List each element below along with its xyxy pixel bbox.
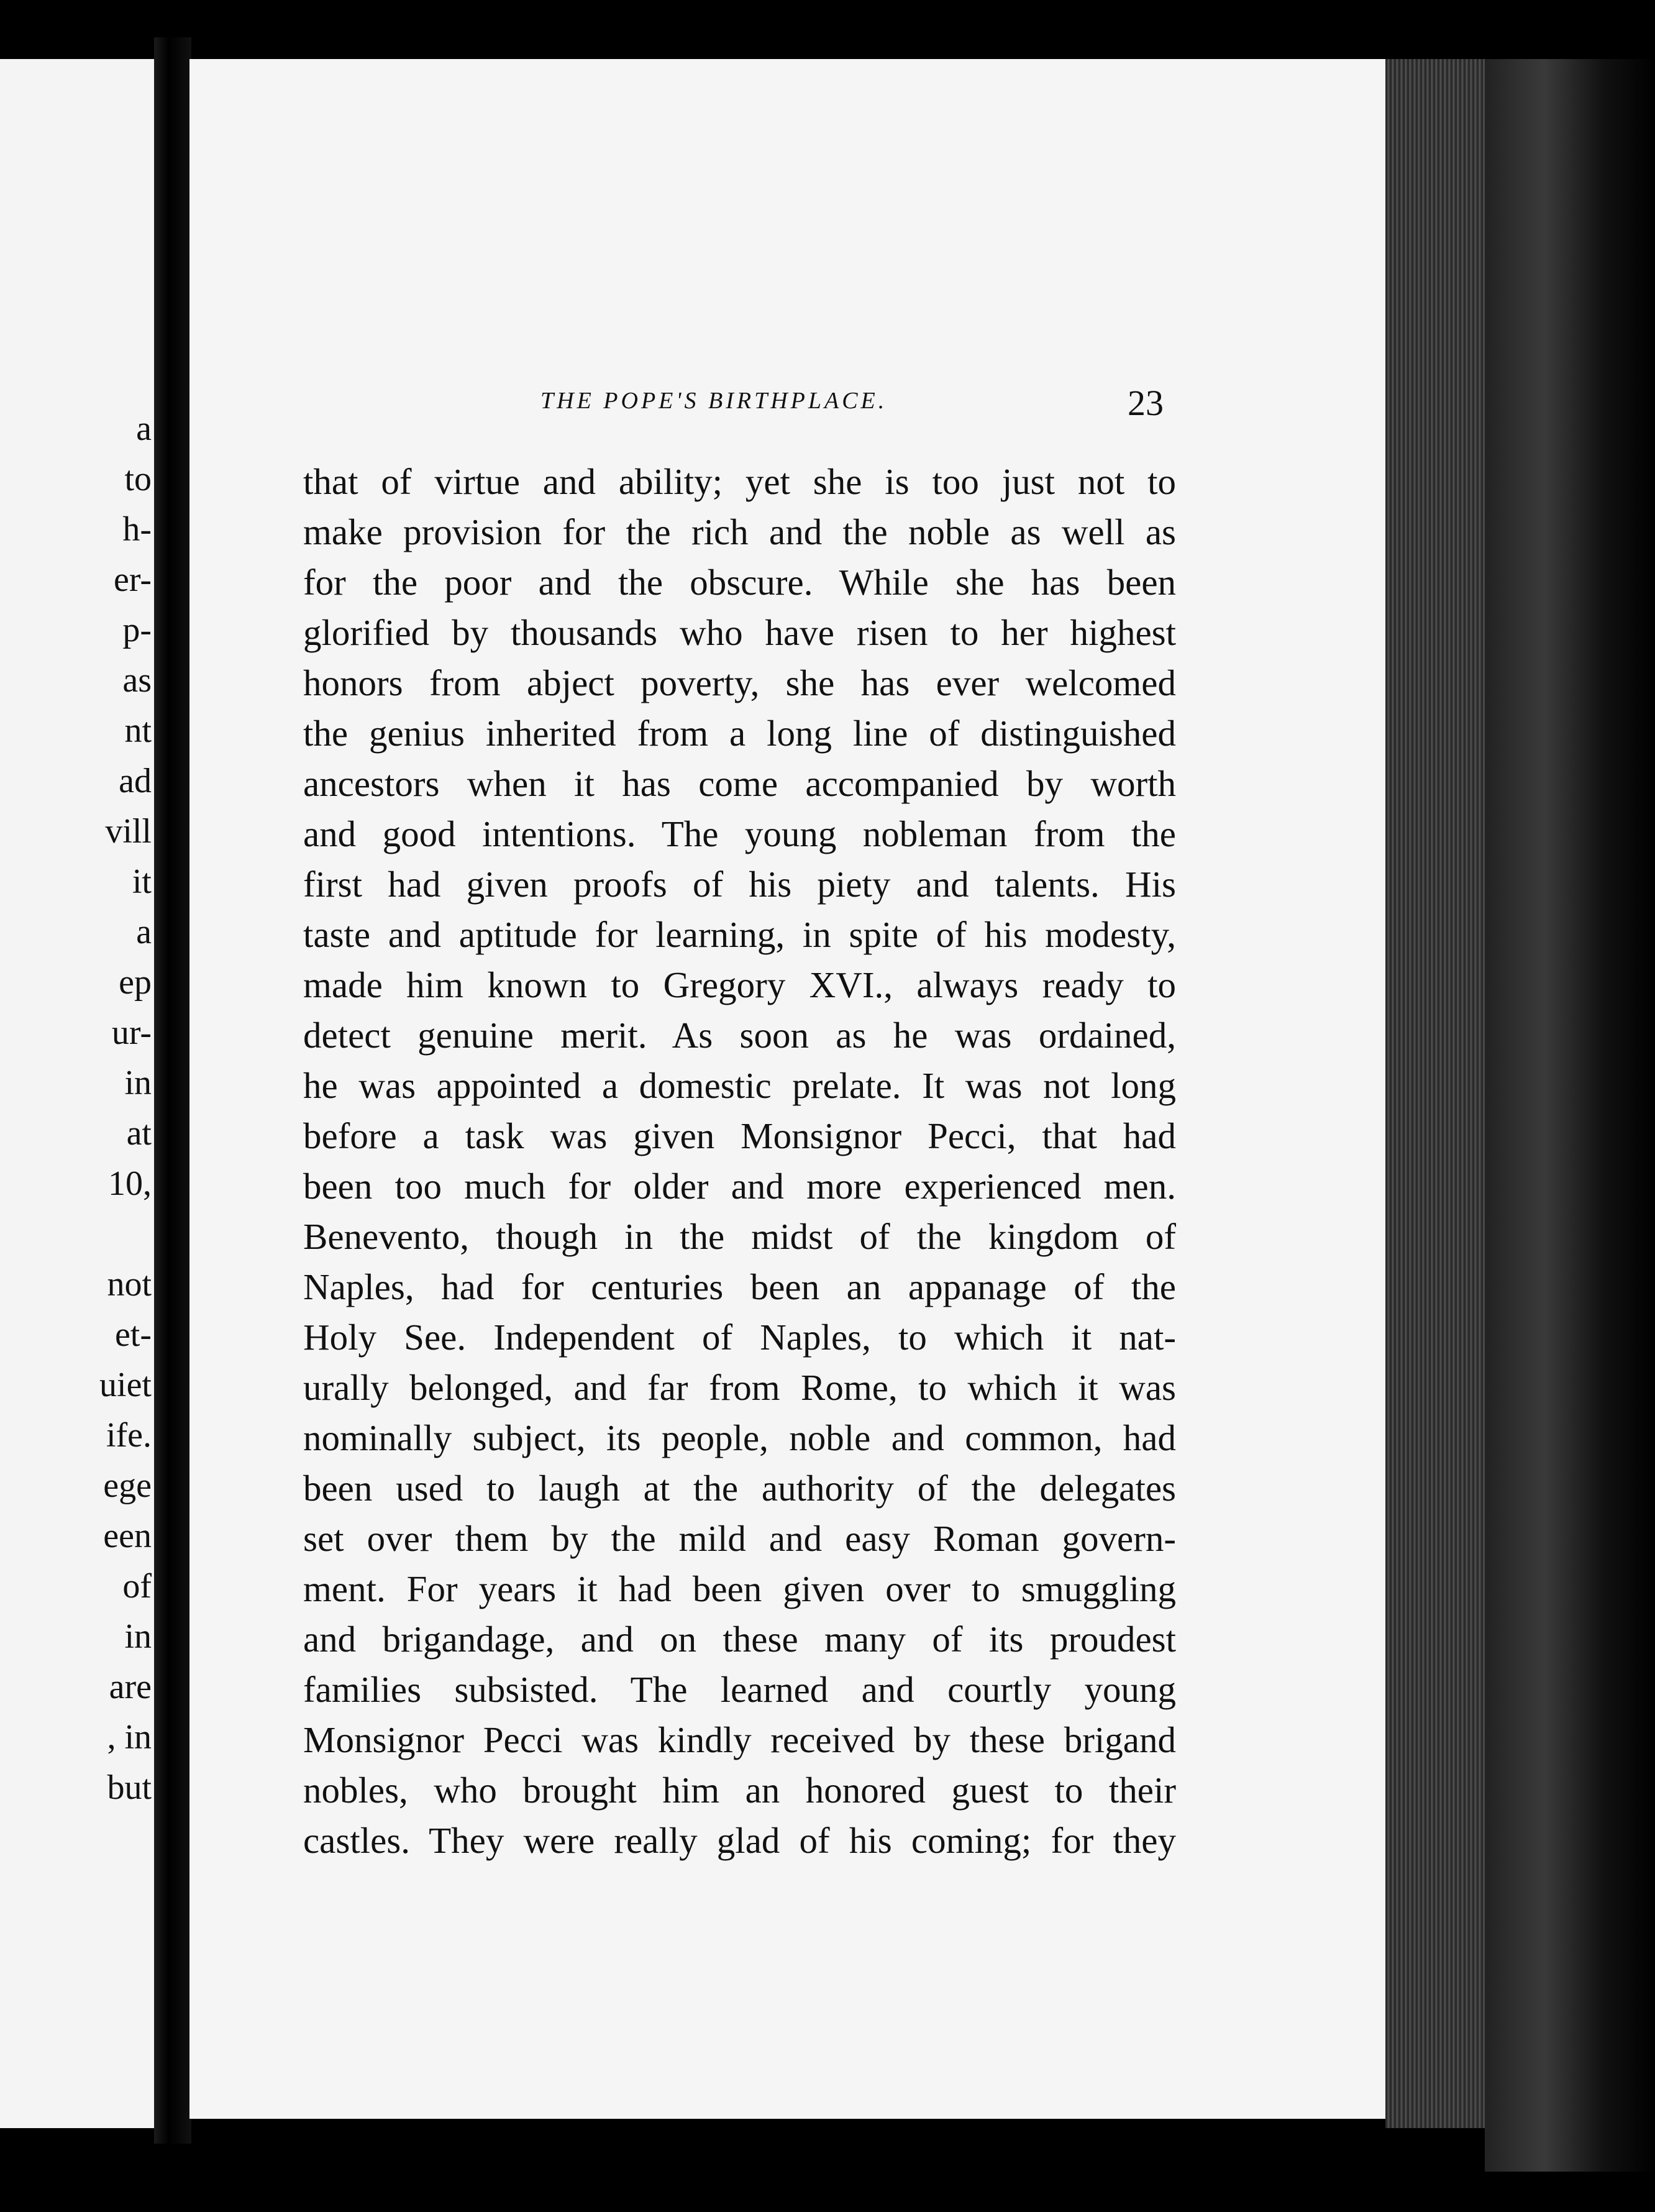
- previous-page-line-fragment: er-: [113, 560, 152, 599]
- text-line: glorified by thousands who have risen to her highest: [303, 612, 1176, 653]
- text-line: he was appointed a domestic prelate. It was not long: [303, 1065, 1176, 1106]
- body-text: [303, 457, 1176, 1866]
- previous-page-line-fragment: h-: [122, 510, 152, 549]
- previous-page-line-fragment: in: [124, 1617, 152, 1656]
- book-page: [189, 59, 1385, 2119]
- previous-page-line-fragment: of: [122, 1567, 152, 1606]
- text-line: families subsisted. The learned and courtly young: [303, 1669, 1176, 1710]
- fore-edge: [1385, 59, 1485, 2128]
- text-line: the genius inherited from a long line of distinguished: [303, 713, 1176, 754]
- text-line: taste and aptitude for learning, in spite of his modesty,: [303, 914, 1176, 955]
- text-line: and brigandage, and on these many of its proudest: [303, 1619, 1176, 1660]
- previous-page-line-fragment: to: [124, 460, 152, 498]
- running-head: [189, 382, 1385, 432]
- previous-page-line-fragment: but: [107, 1768, 152, 1807]
- previous-page-line-fragment: ur-: [111, 1013, 152, 1052]
- previous-page-line-fragment: in: [124, 1064, 152, 1102]
- text-line: Benevento, though in the midst of the kingdom of: [303, 1216, 1176, 1257]
- text-line: honors from abject poverty, she has ever welcomed: [303, 662, 1176, 703]
- previous-page-line-fragment: are: [109, 1668, 152, 1706]
- previous-page-line-fragment: een: [103, 1517, 152, 1555]
- text-line: before a task was given Monsignor Pecci, that had: [303, 1115, 1176, 1156]
- previous-page-line-fragment: a: [136, 913, 152, 951]
- previous-page-line-fragment: as: [122, 661, 152, 700]
- previous-page-line-fragment: et-: [114, 1315, 152, 1354]
- previous-page-line-fragment: ife.: [106, 1416, 152, 1455]
- text-line: Monsignor Pecci was kindly received by these brigand: [303, 1719, 1176, 1760]
- page-number: 23: [1128, 383, 1164, 423]
- text-line: that of virtue and ability; yet she is too just not to: [303, 461, 1176, 502]
- text-line: set over them by the mild and easy Roman govern-: [303, 1518, 1176, 1559]
- text-line: for the poor and the obscure. While she has been: [303, 562, 1176, 603]
- previous-page-line-fragment: ep: [119, 963, 152, 1002]
- text-line: been used to laugh at the authority of the delegates: [303, 1468, 1176, 1509]
- text-line: and good intentions. The young nobleman from the: [303, 813, 1176, 854]
- previous-page-line-fragment: 10,: [108, 1164, 152, 1203]
- text-line: been too much for older and more experienced men.: [303, 1166, 1176, 1207]
- previous-page-line-fragment: it: [132, 862, 152, 901]
- previous-page-line-fragment: not: [107, 1265, 152, 1304]
- book-edge-shadow: [1485, 59, 1655, 2172]
- previous-page: [0, 59, 154, 2128]
- book-gutter: [154, 37, 191, 2144]
- text-line: nominally subject, its people, noble and common, had: [303, 1417, 1176, 1458]
- text-line: Naples, had for centuries been an appanage of the: [303, 1266, 1176, 1307]
- text-line: ment. For years it had been given over to smuggling: [303, 1568, 1176, 1609]
- previous-page-line-fragment: ad: [119, 762, 152, 800]
- previous-page-line-fragment: , in: [107, 1718, 152, 1757]
- text-line: nobles, who brought him an honored guest to their: [303, 1770, 1176, 1811]
- previous-page-line-fragment: at: [126, 1114, 152, 1153]
- text-line: Holy See. Independent of Naples, to which it nat-: [303, 1317, 1176, 1358]
- previous-page-line-fragment: a: [136, 409, 152, 448]
- running-title: THE POPE'S BIRTHPLACE.: [540, 388, 888, 414]
- previous-page-line-fragment: uiet: [99, 1366, 152, 1404]
- previous-page-line-fragment: nt: [124, 711, 152, 750]
- text-line: made him known to Gregory XVI., always ready to: [303, 964, 1176, 1005]
- text-line: castles. They were really glad of his coming; for they: [303, 1820, 1176, 1861]
- text-line: first had given proofs of his piety and talents. His: [303, 864, 1176, 905]
- text-line: detect genuine merit. As soon as he was ordained,: [303, 1015, 1176, 1056]
- previous-page-line-fragment: ege: [103, 1466, 152, 1505]
- previous-page-line-fragment: vill: [105, 812, 152, 851]
- text-line: urally belonged, and far from Rome, to which it was: [303, 1367, 1176, 1408]
- text-line: ancestors when it has come accompanied by worth: [303, 763, 1176, 804]
- previous-page-line-fragment: p-: [122, 611, 152, 649]
- text-line: make provision for the rich and the noble as well as: [303, 511, 1176, 552]
